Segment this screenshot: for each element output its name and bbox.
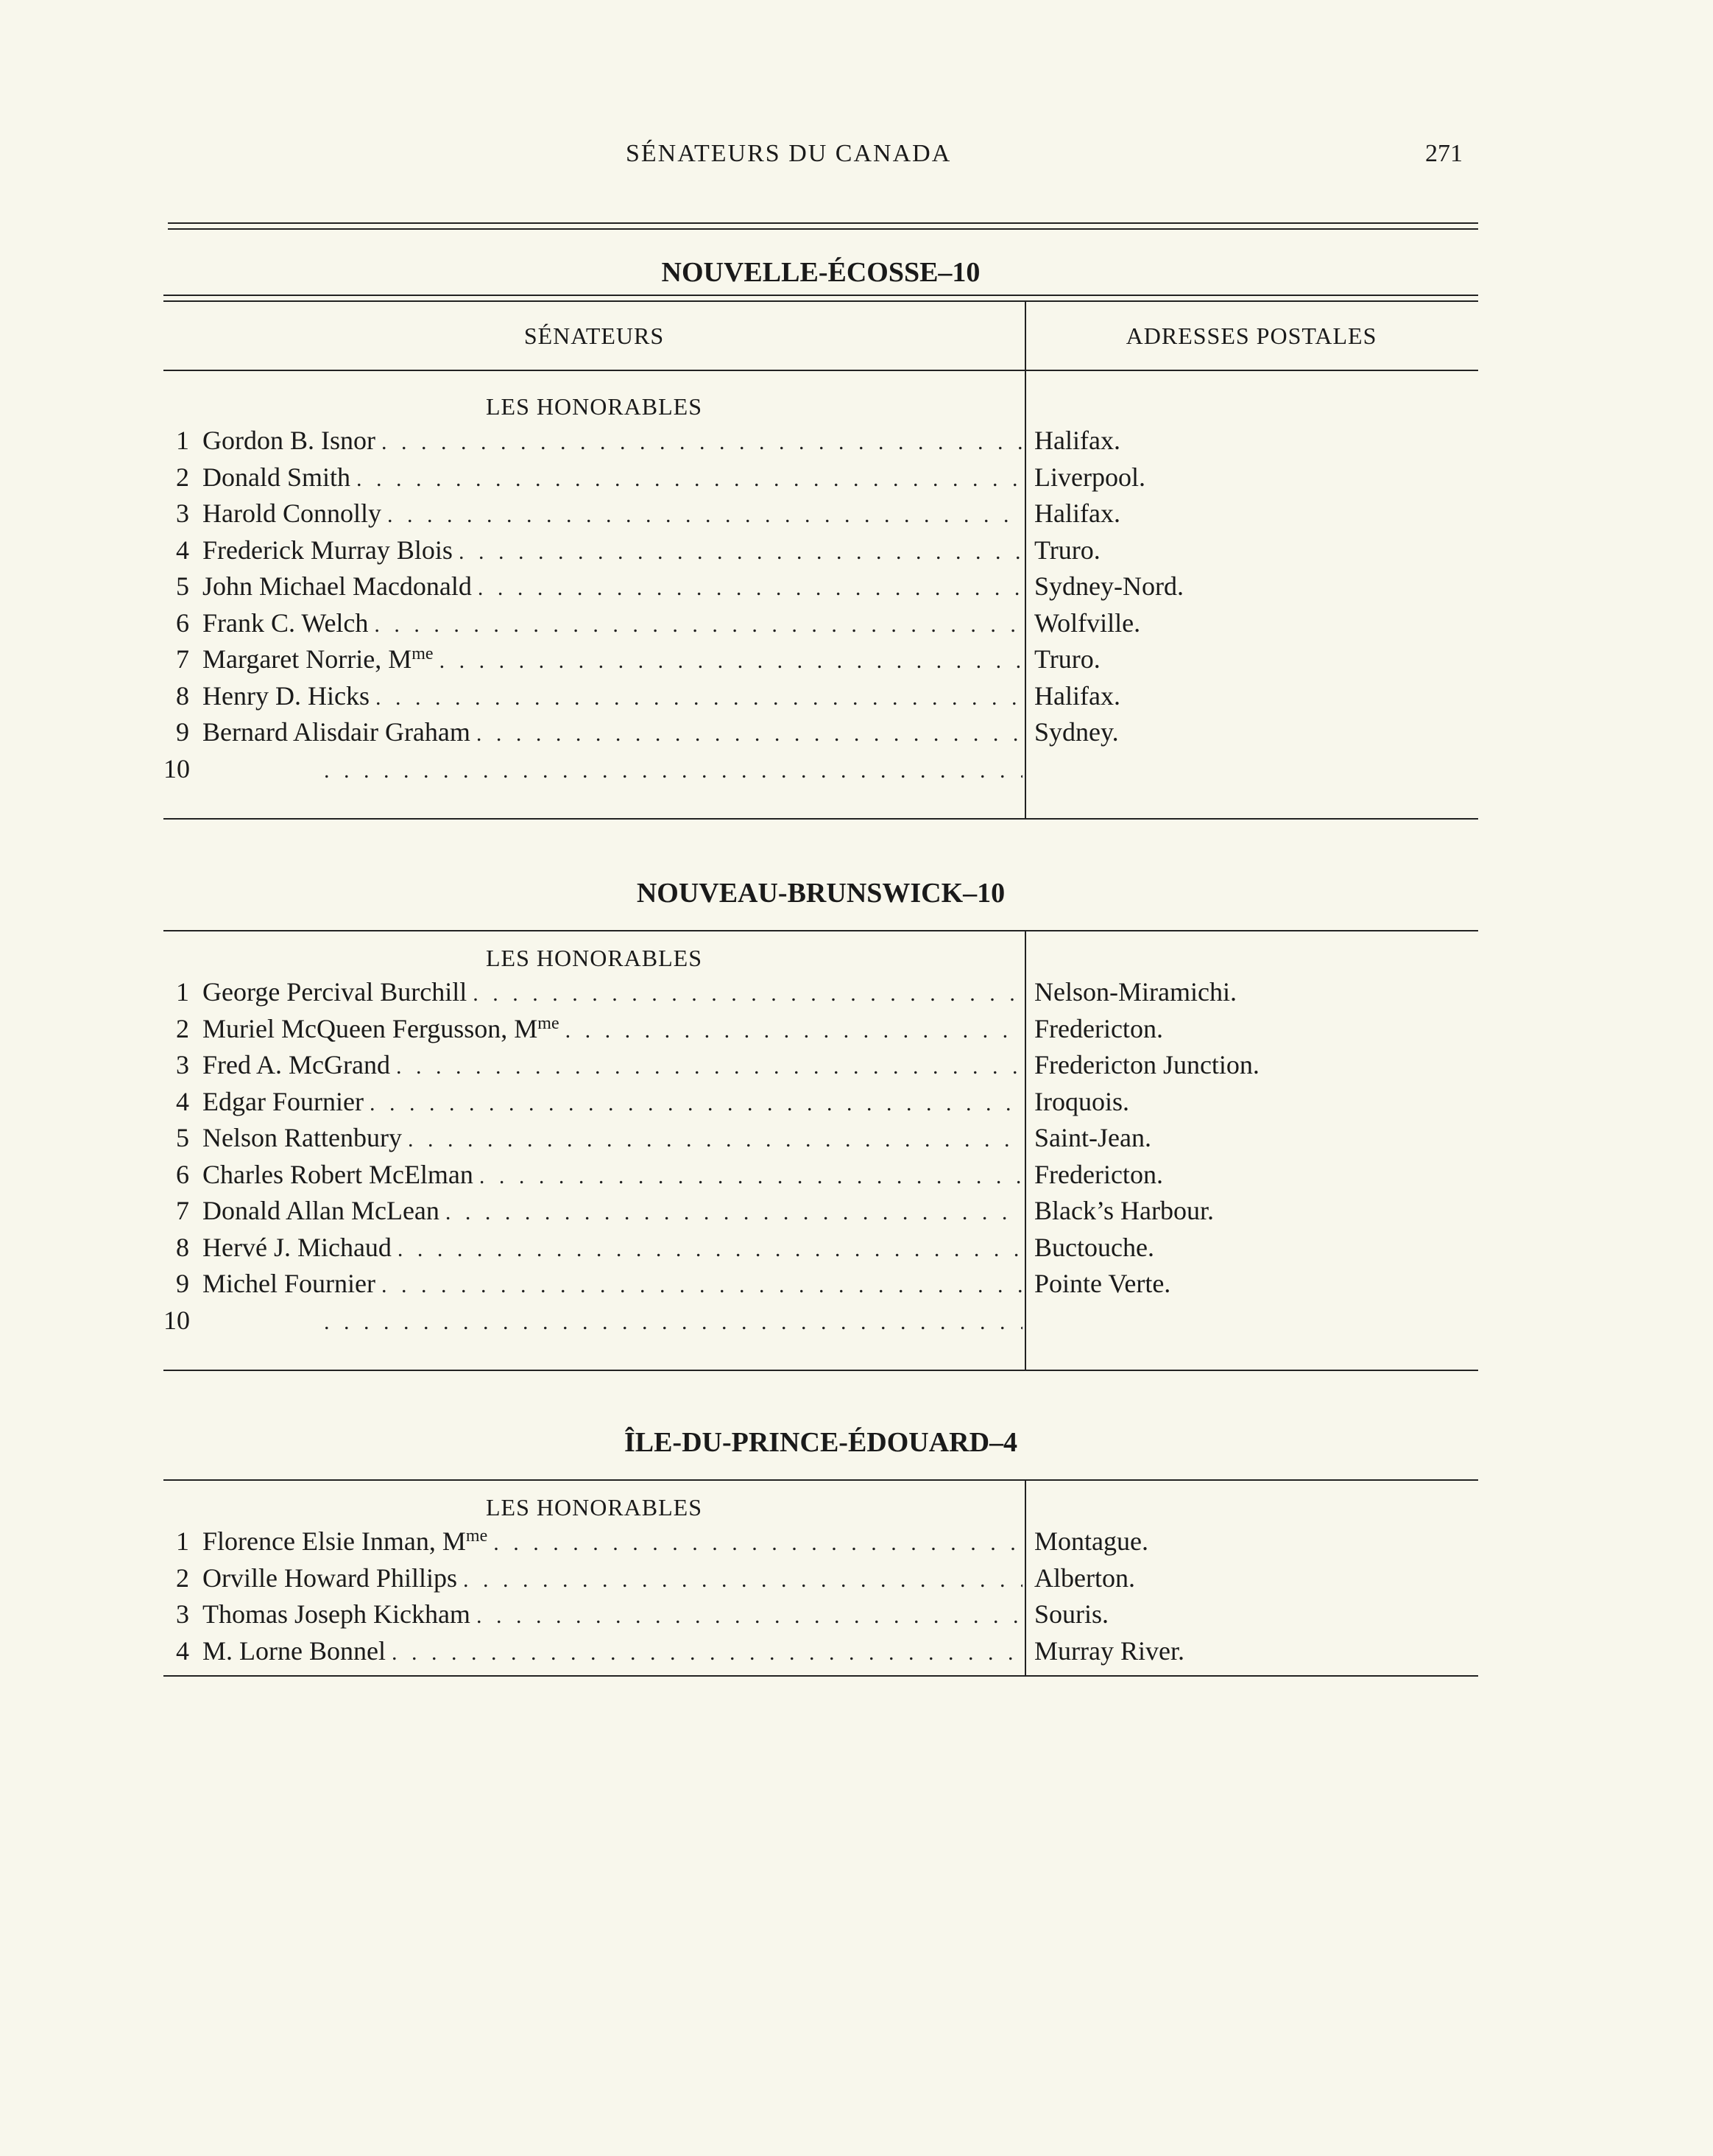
senator-name-text: Orville Howard Phillips	[202, 1563, 457, 1593]
senator-name-cell	[202, 1523, 1022, 1562]
row-number: 6	[176, 607, 189, 638]
senator-name-cell	[202, 532, 1022, 571]
senator-name-cell	[202, 1596, 1022, 1635]
dot-leader	[387, 497, 1022, 534]
row-number: 4	[176, 535, 189, 565]
senator-name-text: Frederick Murray Blois	[202, 535, 453, 565]
senator-row	[163, 1120, 1478, 1157]
senator-name-text: Bernard Alisdair Graham	[202, 717, 470, 747]
dot-leader	[463, 1562, 1022, 1599]
senator-name	[202, 1193, 439, 1230]
top-rule	[168, 222, 1478, 230]
senator-row	[163, 1230, 1478, 1267]
senator-name	[202, 1084, 364, 1121]
senator-row	[163, 974, 1478, 1011]
senator-name-text: Edgar Fournier	[202, 1086, 364, 1116]
senator-name-cell	[202, 974, 1022, 1012]
postal-address: Fredericton.	[1034, 1013, 1163, 1043]
senator-row	[163, 1596, 1478, 1633]
senator-name-text: Thomas Joseph Kickham	[202, 1599, 470, 1629]
senator-name-cell	[202, 678, 1022, 716]
senator-row	[163, 1157, 1478, 1194]
senator-name-text: Margaret Norrie, M	[202, 644, 412, 674]
senator-row	[163, 1303, 1478, 1339]
senator-table	[163, 1481, 1478, 1675]
senator-name-text: Donald Smith	[202, 462, 351, 492]
column-divider	[1025, 302, 1026, 818]
senator-row	[163, 751, 1478, 788]
postal-address: Fredericton.	[1034, 1159, 1163, 1189]
postal-address: Halifax.	[1034, 499, 1120, 528]
senator-name	[202, 1157, 473, 1194]
senator-name-text: M. Lorne Bonnel	[202, 1635, 386, 1666]
senator-name	[202, 641, 434, 678]
senator-name-text: Michel Fournier	[202, 1269, 375, 1298]
senator-name	[202, 1047, 390, 1084]
senator-name	[202, 1560, 457, 1597]
dot-leader	[374, 607, 1022, 644]
row-number: 10	[163, 1305, 190, 1335]
dot-leader	[398, 1231, 1022, 1268]
senator-name-cell	[202, 1084, 1022, 1122]
postal-address: Fredericton Junction.	[1034, 1050, 1260, 1079]
column-header-addresses: ADRESSES POSTALES	[1126, 322, 1377, 349]
senator-rows	[163, 1523, 1478, 1669]
senator-row	[163, 1633, 1478, 1670]
section-rule	[163, 295, 1478, 302]
row-number: 1	[176, 426, 189, 455]
senator-name-cell	[202, 568, 1022, 607]
row-number: 2	[176, 462, 189, 492]
senator-table	[163, 302, 1478, 818]
column-divider	[1025, 1481, 1026, 1675]
senator-row	[163, 714, 1478, 751]
postal-address: Saint-Jean.	[1034, 1123, 1151, 1152]
row-number: 9	[176, 717, 189, 747]
senator-row	[163, 678, 1478, 715]
senator-name-text: Florence Elsie Inman, M	[202, 1526, 466, 1556]
dot-leader	[565, 1012, 1022, 1049]
row-number: 1	[176, 1526, 189, 1556]
senator-name	[202, 1596, 470, 1633]
senator-name-text: Henry D. Hicks	[202, 680, 370, 711]
senator-row	[163, 641, 1478, 678]
senator-name	[202, 1523, 487, 1560]
senator-name	[202, 678, 370, 715]
dot-leader	[476, 716, 1022, 753]
dot-leader	[459, 534, 1022, 571]
senator-name	[202, 605, 368, 642]
senator-row	[163, 1047, 1478, 1084]
senator-name-text: Nelson Rattenbury	[202, 1123, 402, 1152]
page-title: SÉNATEURS DU CANADA	[626, 140, 952, 167]
row-number: 7	[176, 1196, 189, 1225]
postal-address: Black’s Harbour.	[1034, 1196, 1214, 1225]
senator-row	[163, 496, 1478, 532]
senator-name-cell	[202, 1193, 1022, 1231]
title-suffix: me	[465, 1526, 488, 1546]
postal-address: Souris.	[1034, 1599, 1109, 1629]
senator-name-cell	[202, 496, 1022, 534]
senator-name	[202, 1633, 386, 1670]
column-header-senators: SÉNATEURS	[523, 322, 665, 349]
row-number: 4	[176, 1086, 189, 1116]
section-title: ÎLE-DU-PRINCE-ÉDOUARD–4	[624, 1427, 1018, 1458]
dot-leader	[478, 570, 1022, 607]
row-number: 4	[176, 1635, 189, 1666]
row-number: 8	[176, 680, 189, 711]
row-number: 7	[176, 644, 189, 674]
row-number: 10	[163, 753, 190, 783]
honorables-heading: LES HONORABLES	[485, 945, 702, 971]
senator-name	[202, 1120, 402, 1157]
senator-name-text: Fred A. McGrand	[202, 1050, 390, 1079]
senator-name-cell	[202, 1304, 1022, 1341]
row-number: 8	[176, 1232, 189, 1262]
senator-row	[163, 1266, 1478, 1303]
running-head	[0, 140, 1472, 177]
dot-leader	[445, 1194, 1022, 1231]
dot-leader	[324, 753, 1022, 789]
section-nouveau-brunswick	[163, 871, 1478, 1371]
postal-address: Sydney-Nord.	[1034, 571, 1184, 601]
postal-address: Alberton.	[1034, 1563, 1135, 1593]
senator-name	[202, 532, 453, 569]
row-number: 9	[176, 1269, 189, 1298]
senator-row	[163, 568, 1478, 605]
senator-name	[202, 568, 472, 605]
section-nouvelle-ecosse	[163, 250, 1478, 820]
section-ile-du-prince-edouard	[163, 1420, 1478, 1677]
postal-address: Nelson-Miramichi.	[1034, 977, 1237, 1007]
senator-name-cell	[202, 641, 1022, 680]
postal-address: Buctouche.	[1034, 1232, 1154, 1262]
honorables-heading: LES HONORABLES	[485, 393, 702, 420]
postal-address: Halifax.	[1034, 426, 1120, 455]
postal-address: Murray River.	[1034, 1635, 1184, 1666]
dot-leader	[396, 1049, 1022, 1085]
senator-name-cell	[202, 753, 1022, 789]
section-title: NOUVEAU-BRUNSWICK–10	[636, 878, 1006, 909]
senator-name-cell	[202, 1047, 1022, 1085]
senator-name	[202, 714, 470, 751]
senator-name-cell	[202, 1157, 1022, 1195]
section-bottom-rule	[163, 818, 1478, 820]
dot-leader	[476, 1598, 1022, 1635]
senator-table	[163, 931, 1478, 1370]
postal-address: Wolfville.	[1034, 607, 1141, 638]
column-headers	[163, 302, 1478, 370]
senator-name-cell	[202, 714, 1022, 753]
row-number: 3	[176, 1050, 189, 1079]
senator-row	[163, 1084, 1478, 1121]
senator-row	[163, 459, 1478, 496]
column-divider	[1025, 931, 1026, 1370]
postal-address: Pointe Verte.	[1034, 1269, 1171, 1298]
senator-name-text: Hervé J. Michaud	[202, 1232, 392, 1262]
row-number: 1	[176, 977, 189, 1007]
dot-leader	[493, 1525, 1022, 1562]
senator-name-text: Gordon B. Isnor	[202, 426, 375, 455]
senator-name-text: Charles Robert McElman	[202, 1159, 473, 1189]
senator-name-text: Frank C. Welch	[202, 607, 369, 638]
senator-row	[163, 605, 1478, 642]
dot-leader	[392, 1635, 1022, 1671]
postal-address: Liverpool.	[1034, 462, 1145, 492]
section-bottom-rule	[163, 1370, 1478, 1371]
row-number: 5	[176, 1123, 189, 1152]
section-title: NOUVELLE-ÉCOSSE–10	[661, 257, 981, 288]
postal-address: Sydney.	[1034, 717, 1119, 747]
dot-leader	[375, 680, 1022, 716]
postal-address: Halifax.	[1034, 680, 1120, 711]
senator-name-text: John Michael Macdonald	[202, 571, 472, 601]
senator-name-cell	[202, 1633, 1022, 1671]
row-number: 3	[176, 1599, 189, 1629]
senator-name-text: George Percival Burchill	[202, 977, 467, 1007]
senator-name-cell	[202, 1120, 1022, 1158]
senator-name	[202, 1011, 559, 1048]
senator-row	[163, 1193, 1478, 1230]
senator-rows	[163, 423, 1478, 787]
senator-name-cell	[202, 605, 1022, 644]
dot-leader	[324, 1304, 1022, 1341]
dot-leader	[408, 1121, 1022, 1158]
title-suffix: me	[537, 1013, 559, 1033]
senator-row	[163, 423, 1478, 459]
dot-leader	[439, 643, 1022, 680]
dot-leader	[473, 976, 1022, 1012]
row-number: 6	[176, 1159, 189, 1189]
dot-leader	[479, 1158, 1022, 1195]
senator-name-cell	[202, 1230, 1022, 1268]
senator-name-text: Donald Allan McLean	[202, 1196, 439, 1225]
senator-name	[202, 974, 467, 1011]
row-number: 5	[176, 571, 189, 601]
postal-address: Truro.	[1034, 644, 1101, 674]
senator-row	[163, 1523, 1478, 1560]
senator-name-cell	[202, 459, 1022, 498]
senator-name-cell	[202, 1266, 1022, 1304]
postal-address: Iroquois.	[1034, 1086, 1129, 1116]
dot-leader	[381, 1267, 1022, 1304]
senator-name	[202, 423, 375, 459]
senator-row	[163, 532, 1478, 569]
senator-name-cell	[202, 1560, 1022, 1599]
dot-leader	[356, 461, 1022, 498]
senator-name	[202, 1266, 375, 1303]
senator-rows	[163, 974, 1478, 1339]
senator-name	[202, 1230, 392, 1267]
row-number: 2	[176, 1563, 189, 1593]
senator-name	[202, 496, 381, 532]
honorables-heading: LES HONORABLES	[485, 1494, 702, 1521]
senator-name-cell	[202, 1011, 1022, 1049]
senator-row	[163, 1011, 1478, 1048]
senator-name-text: Muriel McQueen Fergusson, M	[202, 1013, 538, 1043]
dot-leader	[370, 1085, 1022, 1122]
senator-name-cell	[202, 423, 1022, 461]
dot-leader	[381, 424, 1022, 461]
row-number: 2	[176, 1013, 189, 1043]
postal-address: Montague.	[1034, 1526, 1148, 1556]
senator-name-text: Harold Connolly	[202, 499, 381, 528]
senator-name	[202, 459, 350, 496]
row-number: 3	[176, 499, 189, 528]
page-number: 271	[1425, 140, 1463, 167]
section-bottom-rule	[163, 1675, 1478, 1677]
postal-address: Truro.	[1034, 535, 1101, 565]
senator-row	[163, 1560, 1478, 1597]
title-suffix: me	[412, 644, 434, 663]
